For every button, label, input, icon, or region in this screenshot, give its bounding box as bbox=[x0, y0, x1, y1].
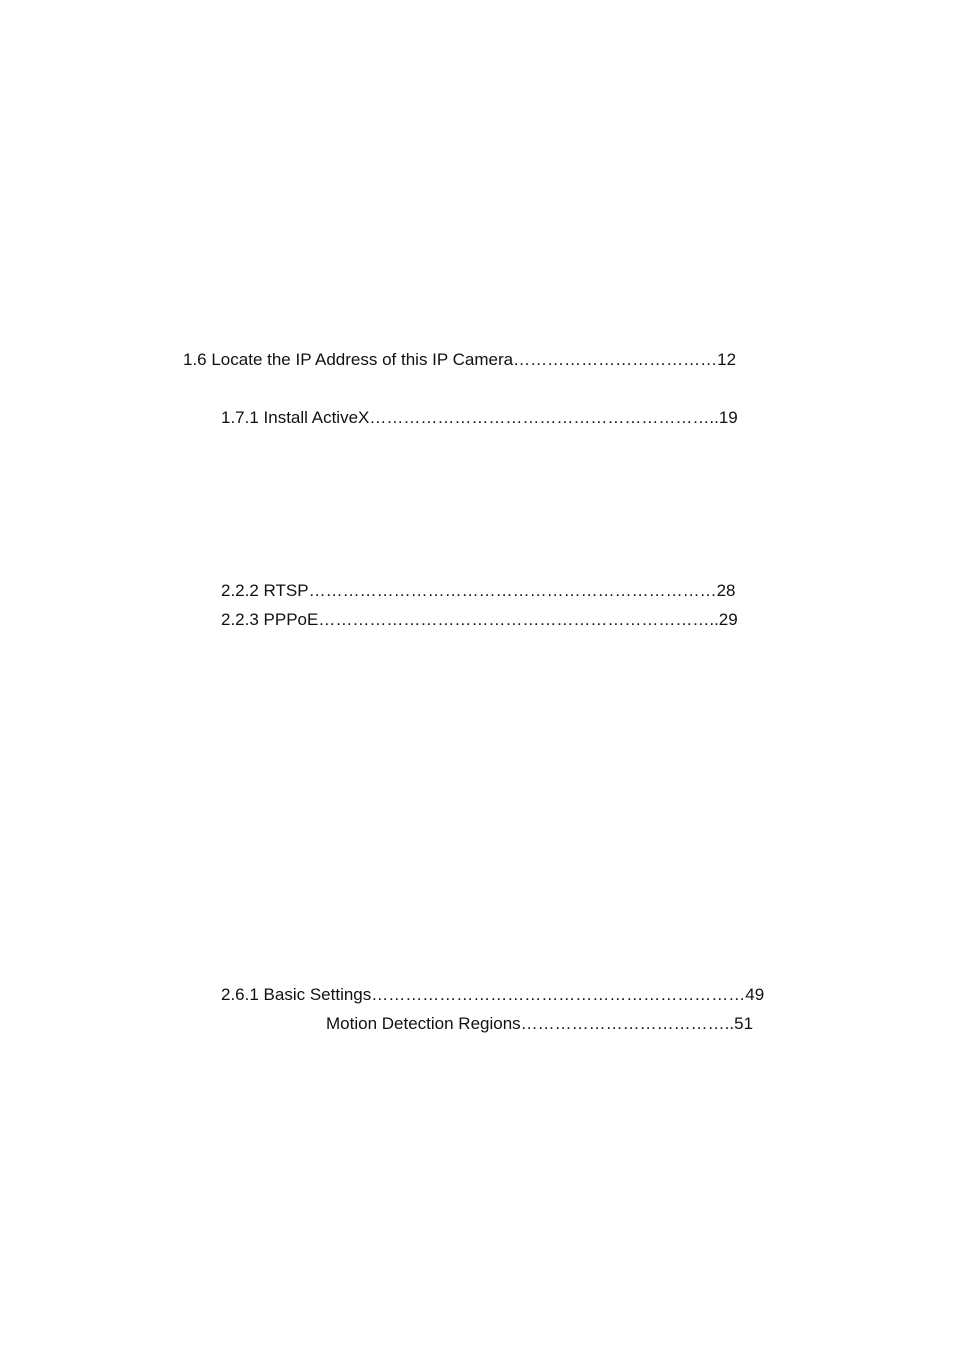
toc-leader-dots: ……………………………… bbox=[513, 350, 718, 369]
toc-entry-label: 1.6 Locate the IP Address of this IP Camera bbox=[183, 350, 514, 369]
toc-entry bbox=[221, 580, 809, 602]
toc-entry-label: 2.6.1 Basic Settings bbox=[221, 985, 372, 1004]
toc-page-number: 12 bbox=[717, 350, 737, 369]
toc-leader-dots: ……………………………………………………………… bbox=[308, 581, 717, 600]
toc-entry bbox=[221, 609, 809, 631]
toc-page-number: 19 bbox=[718, 408, 738, 427]
toc-leader-dots: ………………………………………………………… bbox=[371, 985, 746, 1004]
toc-page-number: 49 bbox=[745, 985, 765, 1004]
toc-entry bbox=[221, 407, 809, 429]
toc-entry-label: 1.7.1 Install ActiveX bbox=[221, 408, 370, 427]
toc-leader-dots: ……………………………….. bbox=[520, 1014, 735, 1033]
toc-entry bbox=[183, 349, 809, 371]
toc-entry bbox=[326, 1013, 809, 1035]
toc-page-number: 28 bbox=[716, 581, 736, 600]
toc-leader-dots: …………………………………………………….. bbox=[369, 408, 719, 427]
toc-entry-label: 2.2.3 PPPoE bbox=[221, 610, 319, 629]
toc-entry bbox=[221, 984, 809, 1006]
toc-entry-label: 2.2.2 RTSP bbox=[221, 581, 309, 600]
toc-leader-dots: …………………………………………………………….. bbox=[318, 610, 719, 629]
toc-entry-label: Motion Detection Regions bbox=[326, 1014, 521, 1033]
toc-page-number: 29 bbox=[718, 610, 738, 629]
toc-page-number: 51 bbox=[734, 1014, 754, 1033]
